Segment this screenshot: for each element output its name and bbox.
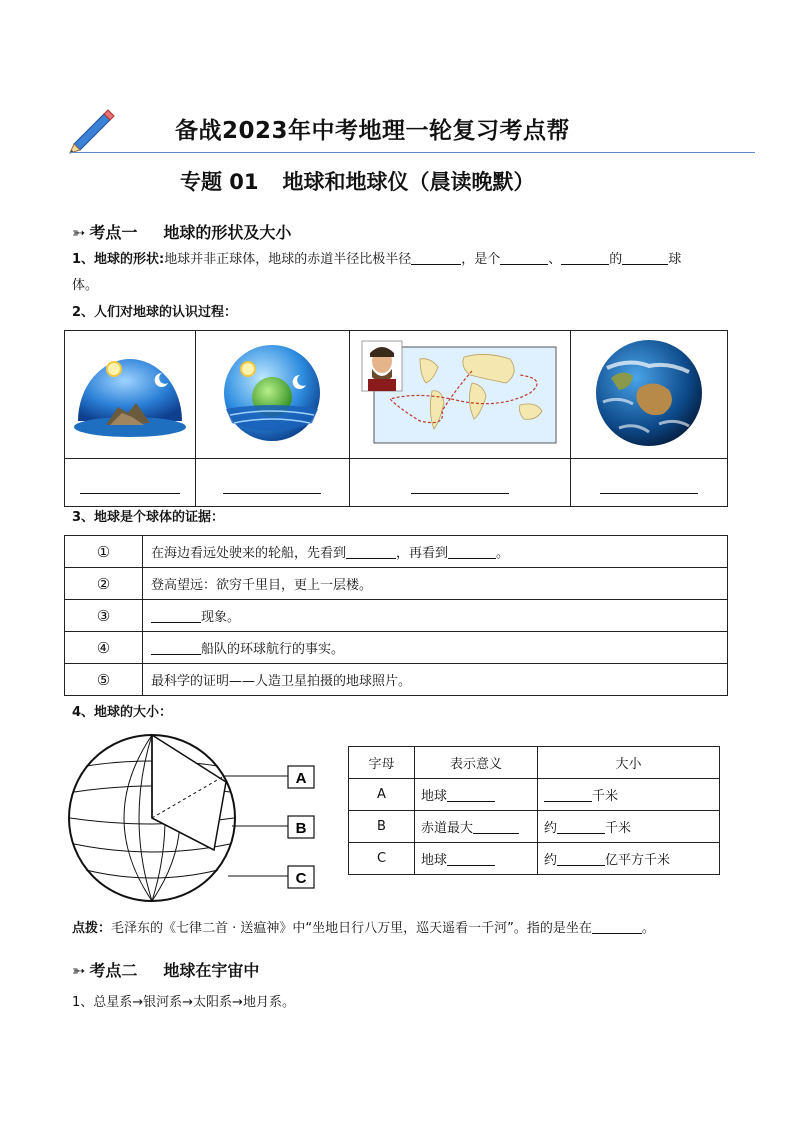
- row-letter: A: [349, 779, 415, 811]
- arrow-icon: ➳: [72, 223, 86, 242]
- blank[interactable]: [592, 920, 642, 934]
- table-row: [65, 536, 728, 568]
- row-size: 约 千米: [538, 811, 720, 843]
- label-a: A: [295, 770, 307, 787]
- tip-paragraph: 点拨：毛泽东的《七律二首 · 送瘟神》中“坐地日行八万里，巡天遥看一千河”。指的是坐在 。: [72, 921, 655, 936]
- evidence-table: [64, 535, 728, 696]
- row-index: ①: [65, 536, 143, 568]
- paragraph-hierarchy: 1、总星系→银河系→太阳系→地月系。: [72, 995, 295, 1010]
- blank[interactable]: [151, 641, 201, 655]
- blank[interactable]: [544, 788, 592, 802]
- section-heading-1: [72, 220, 291, 243]
- blank[interactable]: [448, 545, 496, 559]
- answer-cell: [349, 459, 571, 507]
- question-3-heading: 3、地球是个球体的证据：: [72, 510, 225, 525]
- table-row: [349, 779, 720, 811]
- row-meaning: 地球: [415, 843, 538, 875]
- label-c: C: [295, 870, 307, 887]
- row-letter: C: [349, 843, 415, 875]
- table-row: [65, 632, 728, 664]
- row-meaning: 地球: [415, 779, 538, 811]
- blank[interactable]: [557, 852, 605, 866]
- section-heading-2: [72, 958, 259, 981]
- blank[interactable]: [600, 493, 698, 494]
- answer-cell: [65, 459, 196, 507]
- blank[interactable]: [411, 251, 461, 265]
- row-index: ⑤: [65, 664, 143, 696]
- section-name: 地球的形状及大小: [163, 223, 292, 242]
- page-header: [0, 100, 794, 156]
- column-header: 字母: [349, 747, 415, 779]
- blank[interactable]: [447, 852, 495, 866]
- section-name: 地球在宇宙中: [163, 961, 260, 980]
- blank[interactable]: [557, 820, 605, 834]
- table-row: [349, 811, 720, 843]
- column-header: 大小: [538, 747, 720, 779]
- table-row: [65, 664, 728, 696]
- image-cell: [571, 331, 728, 459]
- blank[interactable]: [500, 251, 548, 265]
- cognition-table: [64, 330, 728, 507]
- row-meaning: 赤道最大: [415, 811, 538, 843]
- world-voyage-map-image: [360, 339, 560, 447]
- label-b: B: [295, 820, 307, 837]
- row-text: 现象。: [143, 600, 728, 632]
- blank[interactable]: [151, 609, 201, 623]
- row-index: ③: [65, 600, 143, 632]
- table-row: [65, 600, 728, 632]
- earth-photo-image: [589, 338, 709, 448]
- image-cell: [349, 331, 571, 459]
- blank[interactable]: [80, 493, 180, 494]
- blank[interactable]: [223, 493, 321, 494]
- page-title: 备战2023年中考地理一轮复习考点帮: [175, 118, 571, 144]
- image-cell: [65, 331, 196, 459]
- table-header-row: [349, 747, 720, 779]
- blank[interactable]: [561, 251, 609, 265]
- pencil-icon: [64, 106, 116, 154]
- arrow-icon: ➳: [72, 961, 86, 980]
- row-text: 船队的环球航行的事实。: [143, 632, 728, 664]
- dome-sky-image: [70, 343, 190, 443]
- question-2-heading: 2、人们对地球的认识过程：: [72, 305, 238, 320]
- question-1: 1、地球的形状:地球并非正球体，地球的赤道半径比极半径 ，是个 、 的 球 体。: [72, 252, 682, 293]
- answer-cell: [571, 459, 728, 507]
- answer-cell: [195, 459, 349, 507]
- image-cell: [195, 331, 349, 459]
- header-divider: [70, 152, 755, 153]
- row-letter: B: [349, 811, 415, 843]
- blank[interactable]: [622, 251, 668, 265]
- globe-diagram: [66, 722, 326, 912]
- section-label: 考点一: [89, 223, 138, 242]
- row-index: ②: [65, 568, 143, 600]
- blank[interactable]: [411, 493, 509, 494]
- size-table: [348, 746, 720, 875]
- blank[interactable]: [346, 545, 396, 559]
- table-row: [349, 843, 720, 875]
- question-4-heading: 4、地球的大小：: [72, 705, 173, 720]
- row-text: 最科学的证明——人造卫星拍摄的地球照片。: [143, 664, 728, 696]
- blank[interactable]: [473, 820, 519, 834]
- row-size: 约 亿平方千米: [538, 843, 720, 875]
- section-label: 考点二: [89, 961, 138, 980]
- earth-in-sphere-image: [212, 343, 332, 443]
- row-text: 在海边看远处驶来的轮船，先看到 ，再看到 。: [143, 536, 728, 568]
- column-header: 表示意义: [415, 747, 538, 779]
- row-size: 千米: [538, 779, 720, 811]
- blank[interactable]: [447, 788, 495, 802]
- table-row: [65, 568, 728, 600]
- row-index: ④: [65, 632, 143, 664]
- page-subtitle: 专题 01 地球和地球仪（晨读晚默）: [180, 170, 535, 194]
- row-text: 登高望远：欲穷千里目，更上一层楼。: [143, 568, 728, 600]
